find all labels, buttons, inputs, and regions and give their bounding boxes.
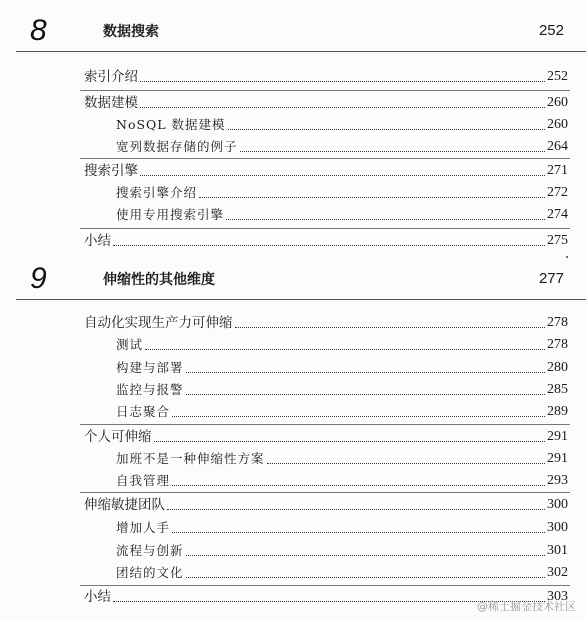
toc-subentry-page: 264 (547, 139, 568, 154)
toc-subentry-page: 302 (547, 565, 568, 580)
dot-leader (140, 107, 545, 108)
toc-entry-label: 个人可伸缩 (84, 429, 152, 445)
toc-entry[interactable] (84, 310, 568, 332)
chapter-title: 数据搜索 (103, 24, 159, 40)
toc-entry-label: 搜索引擎 (84, 163, 138, 179)
toc-entry-page: 271 (547, 163, 568, 178)
dot-leader (267, 463, 545, 464)
dot-leader (154, 441, 546, 442)
chapter-header (0, 262, 586, 298)
toc-entry[interactable] (84, 228, 568, 250)
dot-leader (186, 394, 545, 395)
toc-subentry[interactable] (116, 538, 568, 560)
toc-subentry-label: 日志聚合 (116, 404, 171, 419)
toc-subentry-label: 监控与报警 (116, 382, 184, 397)
chapter-number: 8 (30, 14, 47, 47)
dot-leader (199, 197, 545, 198)
dot-leader (140, 175, 545, 176)
dot-leader (172, 416, 545, 417)
chapter-page-number: 252 (538, 22, 564, 39)
toc-subentry-page: 274 (547, 207, 568, 222)
toc-subentry-label: 加班不是一种伸缩性方案 (116, 451, 265, 466)
toc-subentry-page: 280 (547, 360, 568, 375)
toc-subentry-label: 团结的文化 (116, 565, 184, 580)
toc-subentry-label: 宽列数据存储的例子 (116, 139, 238, 154)
toc-entry[interactable] (84, 64, 568, 86)
toc-entry-page: 291 (547, 429, 568, 444)
toc-subentry-page: 301 (547, 543, 568, 558)
dot-leader (240, 151, 545, 152)
toc-subentry-page: 272 (547, 185, 568, 200)
toc-subentry-label: 搜索引擎介绍 (116, 185, 198, 200)
toc-subentry-page: 300 (547, 520, 568, 535)
dot-leader (145, 349, 545, 350)
toc-subentry-label: 使用专用搜索引擎 (116, 207, 225, 222)
dot-leader (140, 81, 545, 82)
dot-leader (235, 327, 546, 328)
dot-leader (186, 372, 545, 373)
toc-entry-label: 自动化实现生产力可伸缩 (84, 315, 233, 331)
toc-entry-label: 伸缩敏捷团队 (84, 497, 165, 513)
toc-subentry[interactable] (116, 468, 568, 490)
toc-subentry[interactable] (116, 180, 568, 202)
toc-subentry-page: 293 (547, 473, 568, 488)
toc-subentry-page: 289 (547, 404, 568, 419)
toc-subentry-label: 测试 (116, 337, 144, 352)
toc-entry[interactable] (84, 492, 568, 514)
toc-entry-page: 275 (547, 233, 568, 248)
dot-leader (186, 577, 545, 578)
chapter-divider (16, 51, 586, 52)
toc-subentry-page: 291 (547, 451, 568, 466)
chapter-header (0, 14, 586, 50)
toc-entry-page: 252 (547, 69, 568, 84)
toc-subentry[interactable] (116, 515, 568, 537)
toc-subentry-label: 自我管理 (116, 473, 171, 488)
toc-subentry-page: 260 (547, 117, 568, 132)
dot-leader (172, 532, 545, 533)
dot-leader (226, 219, 545, 220)
toc-entry[interactable] (84, 90, 568, 112)
toc-subentry[interactable] (116, 399, 568, 421)
toc-subentry-label: 流程与创新 (116, 543, 184, 558)
toc-subentry[interactable] (116, 446, 568, 468)
toc-subentry-page: 278 (547, 337, 568, 352)
toc-entry-page: 278 (547, 315, 568, 330)
toc-subentry[interactable] (116, 355, 568, 377)
toc-entry-page: 303 (547, 589, 568, 604)
toc-entry-label: 小结 (84, 233, 111, 249)
toc-subentry[interactable] (116, 134, 568, 156)
toc-entry-label: 索引介绍 (84, 69, 138, 85)
toc-subentry[interactable] (116, 377, 568, 399)
toc-entry[interactable] (84, 158, 568, 180)
chapter-number: 9 (30, 262, 47, 295)
chapter-title: 伸缩性的其他维度 (103, 272, 215, 288)
toc-entry-label: 小结 (84, 589, 111, 605)
chapter-divider (16, 299, 586, 300)
toc-entry-page: 300 (547, 497, 568, 512)
watermark: @稀土掘金技术社区 (477, 600, 576, 613)
toc-subentry-page: 285 (547, 382, 568, 397)
toc-subentry[interactable] (116, 332, 568, 354)
dot-leader (228, 129, 545, 130)
dot-leader (167, 509, 545, 510)
toc-entry[interactable] (84, 424, 568, 446)
dot-leader (172, 485, 545, 486)
toc-subentry-label: 构建与部署 (116, 360, 184, 375)
dot-leader (186, 555, 545, 556)
toc-subentry-label: NoSQL 数据建模 (116, 117, 226, 132)
chapter-page-number: 277 (538, 270, 564, 287)
print-speck (566, 256, 568, 258)
toc-subentry[interactable] (116, 560, 568, 582)
toc-subentry-label: 增加人手 (116, 520, 171, 535)
toc-subentry[interactable] (116, 202, 568, 224)
dot-leader (113, 245, 545, 246)
toc-subentry[interactable] (116, 112, 568, 134)
toc-entry-page: 260 (547, 95, 568, 110)
toc-entry-label: 数据建模 (84, 95, 138, 111)
